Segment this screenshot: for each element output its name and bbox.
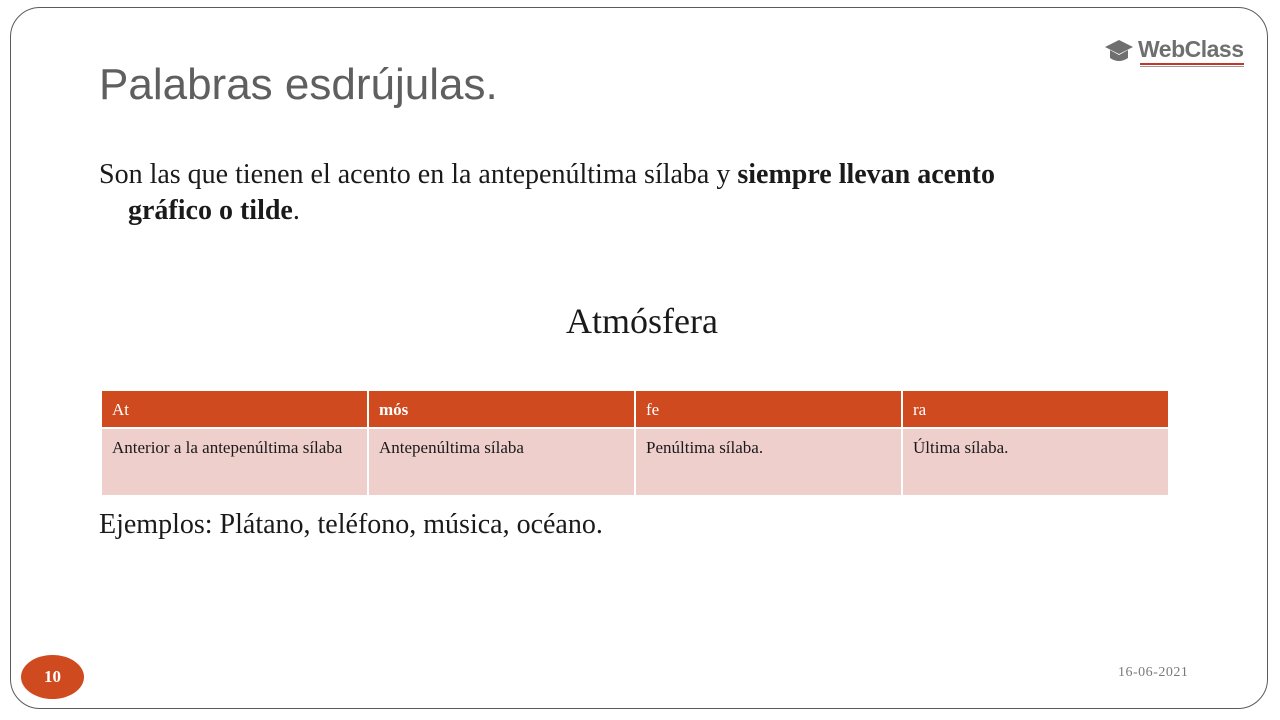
table-header-cell: fe <box>635 390 902 428</box>
definition-end: . <box>292 195 300 226</box>
logo-text: WebClass <box>1138 36 1244 62</box>
table-header-cell: At <box>101 390 368 428</box>
table-header-cell-stressed: mós <box>368 390 635 428</box>
definition-paragraph <box>99 157 1179 229</box>
slide-title: Palabras esdrújulas. <box>99 60 498 109</box>
table-header-row <box>101 390 1169 428</box>
syllable-table <box>100 389 1170 497</box>
definition-bold-1: siempre llevan acento <box>737 159 996 190</box>
example-word: Atmósfera <box>566 301 718 341</box>
graduation-cap-icon <box>1104 38 1134 66</box>
definition-line-2 <box>99 193 1179 229</box>
slide-date: 16-06-2021 <box>1118 665 1189 680</box>
logo-underline-secondary <box>1140 66 1244 67</box>
definition-text: Son las que tienen el acento en la antepenúltima sílaba y <box>99 159 738 190</box>
definition-bold-2: gráfico o tilde <box>128 195 293 226</box>
webclass-logo <box>1104 36 1246 70</box>
table-cell: Penúltima sílaba. <box>635 428 902 496</box>
page-number-badge: 10 <box>21 655 84 699</box>
logo-underline <box>1140 63 1244 65</box>
table-header-cell: ra <box>902 390 1169 428</box>
examples-text: Ejemplos: Plátano, teléfono, música, océano. <box>99 509 603 540</box>
table-cell: Última sílaba. <box>902 428 1169 496</box>
slide-frame <box>10 7 1268 709</box>
table-cell: Anterior a la antepenúltima sílaba <box>101 428 368 496</box>
table-row <box>101 428 1169 496</box>
table-cell: Antepenúltima sílaba <box>368 428 635 496</box>
